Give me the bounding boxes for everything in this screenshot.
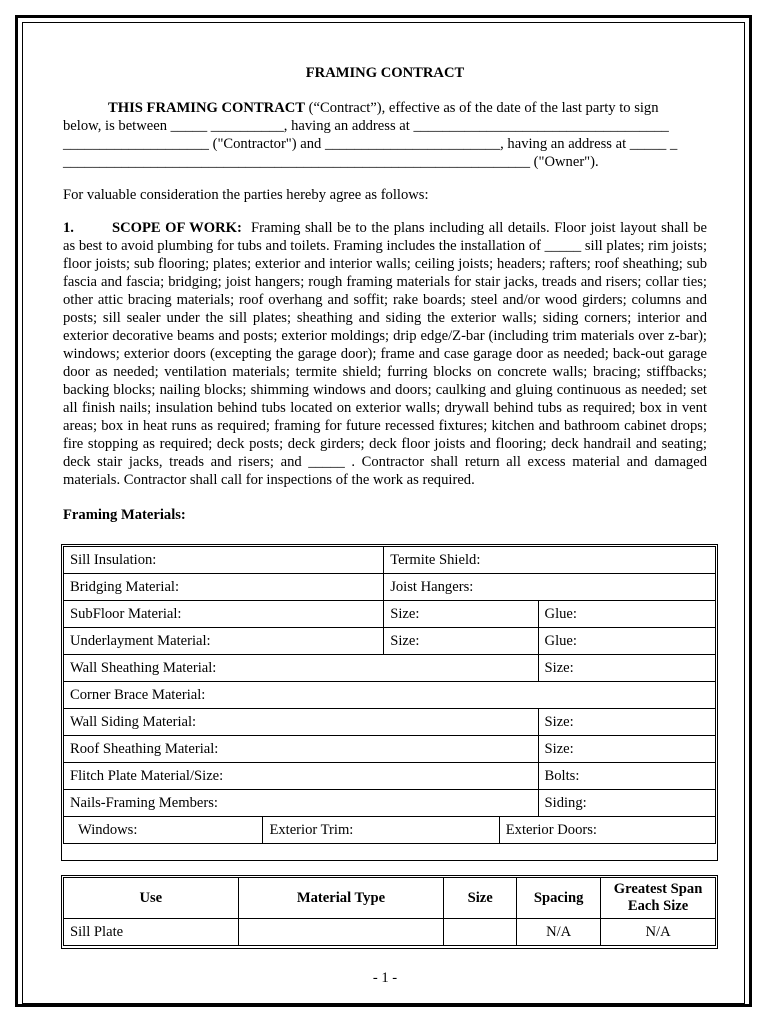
cell-spacing: N/A <box>517 919 601 946</box>
document-title: FRAMING CONTRACT <box>305 65 465 81</box>
underlayment-glue-field[interactable]: Glue: <box>538 628 715 655</box>
col-header-size: Size <box>444 878 517 919</box>
underlayment-size-field[interactable]: Size: <box>384 628 538 655</box>
use-material-table <box>63 877 716 946</box>
exterior-doors-field[interactable]: Exterior Doors: <box>499 817 715 844</box>
flitch-plate-field[interactable]: Flitch Plate Material/Size: <box>64 763 539 790</box>
intro-line-1-rest: (“Contract”), effective as of the date of the last party to sign <box>305 100 659 116</box>
table-row <box>64 601 716 628</box>
consideration-text: For valuable consideration the parties hereby agree as follows: <box>63 187 429 203</box>
roof-sheathing-field[interactable]: Roof Sheathing Material: <box>64 736 539 763</box>
cell-material-type[interactable] <box>238 919 444 946</box>
wall-siding-field[interactable]: Wall Siding Material: <box>64 709 539 736</box>
termite-shield-field[interactable]: Termite Shield: <box>384 547 716 574</box>
exterior-trim-field[interactable]: Exterior Trim: <box>263 817 499 844</box>
wall-siding-size-field[interactable]: Size: <box>538 709 715 736</box>
contract-body <box>63 64 707 524</box>
bolts-field[interactable]: Bolts: <box>538 763 715 790</box>
cell-greatest-span: N/A <box>601 919 716 946</box>
subfloor-material-field[interactable]: SubFloor Material: <box>64 601 384 628</box>
corner-brace-field[interactable]: Corner Brace Material: <box>64 682 716 709</box>
underlayment-material-field[interactable]: Underlayment Material: <box>64 628 384 655</box>
col-header-span-line-1: Greatest Span <box>613 881 703 897</box>
roof-sheathing-size-field[interactable]: Size: <box>538 736 715 763</box>
subfloor-size-field[interactable]: Size: <box>384 601 538 628</box>
col-header-material-type: Material Type <box>238 878 444 919</box>
table-row <box>64 736 716 763</box>
intro-bold: THIS FRAMING CONTRACT <box>108 100 306 116</box>
cell-use: Sill Plate <box>64 919 239 946</box>
table-row <box>64 655 716 682</box>
table-row <box>64 919 716 946</box>
scope-heading: SCOPE OF WORK: <box>111 220 242 236</box>
wall-sheathing-size-field[interactable]: Size: <box>538 655 715 682</box>
scope-of-work <box>63 219 707 489</box>
table-row <box>64 709 716 736</box>
col-header-use: Use <box>64 878 239 919</box>
cell-size[interactable] <box>444 919 517 946</box>
joist-hangers-field[interactable]: Joist Hangers: <box>384 574 716 601</box>
subfloor-glue-field[interactable]: Glue: <box>538 601 715 628</box>
table-row <box>64 547 716 574</box>
table-row <box>64 682 716 709</box>
page-number: - 1 - <box>372 970 398 986</box>
intro-line-3: ____________________ ("Contractor") and ________________________, having an address at _____ _ <box>63 136 678 152</box>
table-row <box>64 628 716 655</box>
nails-framing-field[interactable]: Nails-Framing Members: <box>64 790 539 817</box>
windows-field[interactable]: Windows: <box>64 817 263 844</box>
col-header-greatest-span <box>601 878 716 919</box>
framing-materials-table <box>63 546 716 844</box>
bridging-material-field[interactable]: Bridging Material: <box>64 574 384 601</box>
table-row <box>64 817 716 844</box>
table-header-row <box>64 878 716 919</box>
scope-number: 1. <box>63 220 74 236</box>
scope-text: Framing shall be to the plans including all details. Floor joist layout shall be as best to avoid plumbing for tubs and toilets. Framing includes the installation of _____ sill plates; rim joists; floor joists; sub flooring; plates; exterior and interior walls; ceiling joists; headers; rafters; roof sheathing; sub fascia and fascia; bridging; joist hangers; rough framing materials for stair jacks, treads and risers; collar ties; other attic bracing materials; roof overhang and soffit; rake boards; steel and/or wood girders; columns and posts; sill sealer under the sill plates; sheathing and siding the exterior walls; siding corners; interior and exterior decorative beams and posts; exterior moldings; drip edge/Z-bar (including trim materials over z-bar); windows; exterior doors (excepting the garage door); frame and case garage door as needed; back-out garage door as needed; ventilation materials; termite shield; furring blocks on concrete walls; bracing; stiffbacks; backing blocks; nailing blocks; shimming windows and doors; caulking and gluing continuous as needed; set all finish nails; insulation behind tubs located on exterior walls; drywall behind tubs as required; box in vent areas; box in heat runs as required; framing for future recessed fixtures; kitchen and bathroom cabinet drops; fire stopping as required; deck posts; deck girders; deck floor joists and flooring; deck handrail and seating; deck stair jacks, treads and risers; and _____ . Contractor shall return all excess material and damaged materials. Contractor shall call for inspections of the work as required. <box>63 220 707 488</box>
materials-heading: Framing Materials: <box>63 507 186 523</box>
intro-line-1 <box>63 99 707 117</box>
table-row <box>64 790 716 817</box>
col-header-span-line-2: Each Size <box>627 898 689 914</box>
intro-line-4: ________________________________________________________________ ("Owner"). <box>63 154 599 170</box>
wall-sheathing-field[interactable]: Wall Sheathing Material: <box>64 655 539 682</box>
siding-field[interactable]: Siding: <box>538 790 715 817</box>
intro-line-2: below, is between _____ __________, having an address at ___________________________________ <box>63 118 669 134</box>
sill-insulation-field[interactable]: Sill Insulation: <box>64 547 384 574</box>
table-row <box>64 763 716 790</box>
table-row <box>64 574 716 601</box>
col-header-spacing: Spacing <box>517 878 601 919</box>
